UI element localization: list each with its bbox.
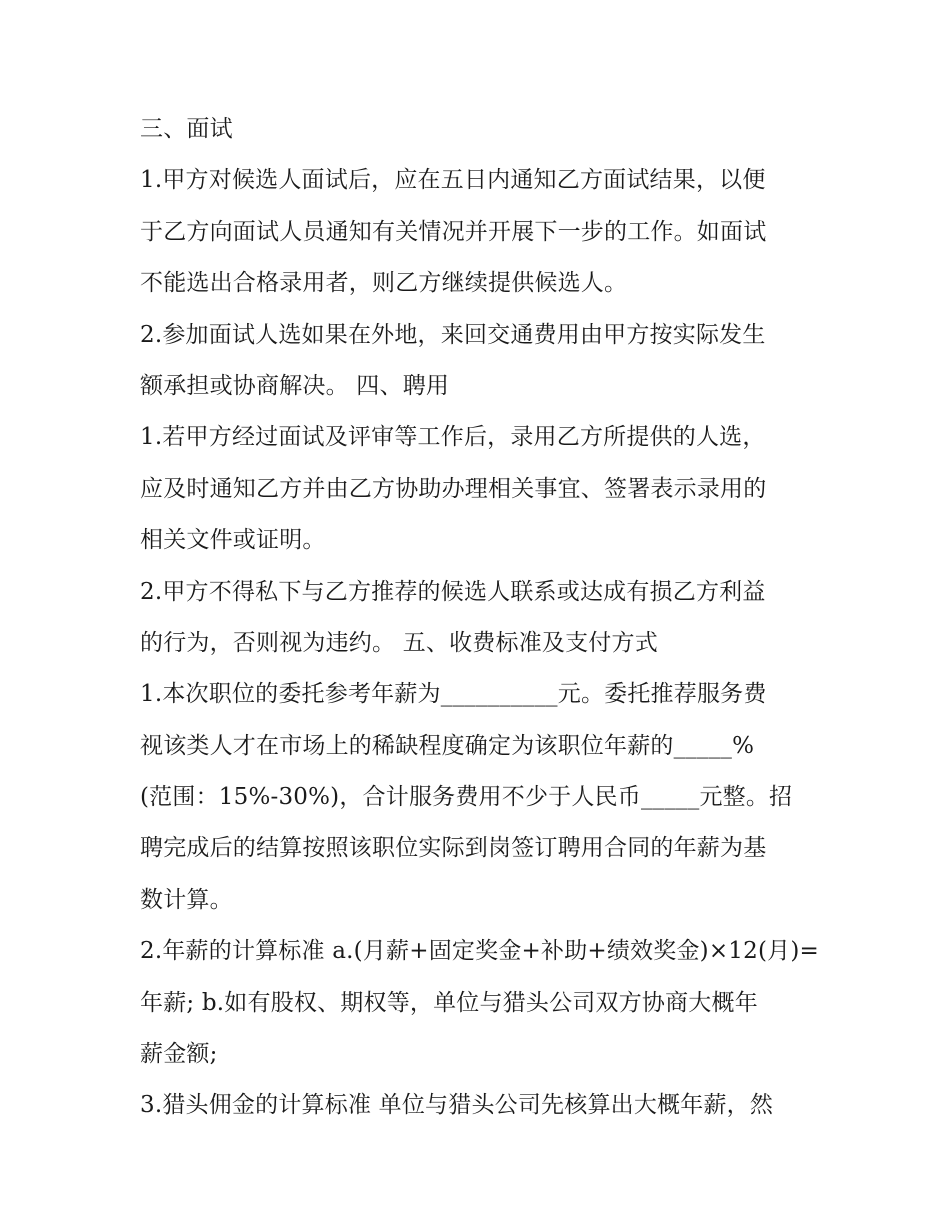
paragraph-line: 视该类人才在市场上的稀缺程度确定为该职位年薪的_____% [140, 732, 755, 759]
document-body [140, 104, 830, 1132]
paragraph-line: 于乙方向面试人员通知有关情况并开展下一步的工作。如面试 [140, 218, 767, 245]
section-heading-interview: 三、面试 [140, 116, 233, 142]
paragraph-line: 2.年薪的计算标准 a.(月薪+固定奖金+补助+绩效奖金)×12(月)= [140, 938, 819, 965]
paragraph-line: 1.若甲方经过面试及评审等工作后，录用乙方所提供的人选， [140, 424, 766, 451]
paragraph-line: (范围：15%-30%)，合计服务费用不少于人民币_____元整。招 [140, 784, 793, 811]
paragraph-line: 年薪; b.如有股权、期权等，单位与猎头公司双方协商大概年 [140, 989, 758, 1016]
paragraph-line: 1.甲方对候选人面试后，应在五日内通知乙方面试结果，以便 [140, 167, 766, 194]
paragraph-line: 相关文件或证明。 [140, 527, 326, 554]
paragraph-line: 不能选出合格录用者，则乙方继续提供候选人。 [140, 270, 628, 297]
paragraph-line: 的行为，否则视为违约。 五、收费标准及支付方式 [140, 629, 658, 656]
paragraph-line: 2.甲方不得私下与乙方推荐的候选人联系或达成有损乙方利益 [140, 578, 766, 605]
paragraph-line: 额承担或协商解决。 四、聘用 [140, 372, 450, 399]
paragraph-line: 应及时通知乙方并由乙方协助办理相关事宜、签署表示录用的 [140, 475, 767, 502]
paragraph-line: 数计算。 [140, 886, 233, 913]
paragraph-line: 薪金额; [140, 1041, 218, 1068]
paragraph-line: 1.本次职位的委托参考年薪为__________元。委托推荐服务费 [140, 681, 767, 708]
paragraph-line: 3.猎头佣金的计算标准 单位与猎头公司先核算出大概年薪，然 [140, 1092, 774, 1119]
paragraph-line: 聘完成后的结算按照该职位实际到岗签订聘用合同的年薪为基 [140, 835, 767, 862]
paragraph-line: 2.参加面试人选如果在外地，来回交通费用由甲方按实际发生 [140, 321, 766, 348]
